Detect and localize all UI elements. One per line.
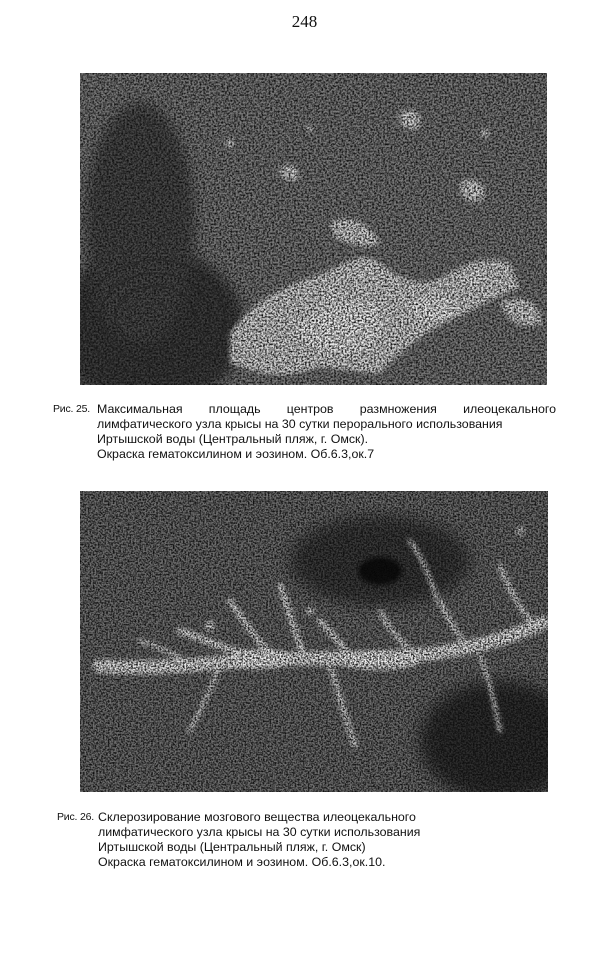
figure-26-caption-line-4: Окраска гематоксилином и эозином. Об.6.3,ок.10. (98, 855, 386, 869)
figure-26-label: Рис. 26. (57, 811, 94, 823)
figure-25-label: Рис. 25. (53, 403, 90, 415)
micrograph-26-image (80, 491, 548, 792)
figure-25-caption-line-1: Максимальная площадь центров размножения илеоцекального (97, 402, 556, 416)
figure-25-caption (53, 402, 563, 466)
figure-26-caption-line-2: лимфатического узла крысы на 30 сутки использования (98, 825, 421, 839)
micrograph-figure-26 (80, 491, 548, 792)
micrograph-figure-25 (80, 73, 547, 385)
figure-26-caption-line-3: Иртышской воды (Центральный пляж, г. Омск) (98, 840, 366, 854)
figure-26-caption-line-1: Склерозирование мозгового вещества илеоцекального (98, 810, 416, 824)
micrograph-25-image (80, 73, 547, 385)
figure-25-caption-line-4: Окраска гематоксилином и эозином. Об.6.3,ок.7 (97, 447, 375, 461)
figure-25-caption-line-2: лимфатического узла крысы на 30 сутки перорального использования (97, 417, 503, 431)
figure-26-caption (57, 810, 477, 874)
page-number: 248 (291, 12, 318, 31)
figure-25-caption-line-3: Иртышской воды (Центральный пляж, г. Омск). (97, 432, 369, 446)
